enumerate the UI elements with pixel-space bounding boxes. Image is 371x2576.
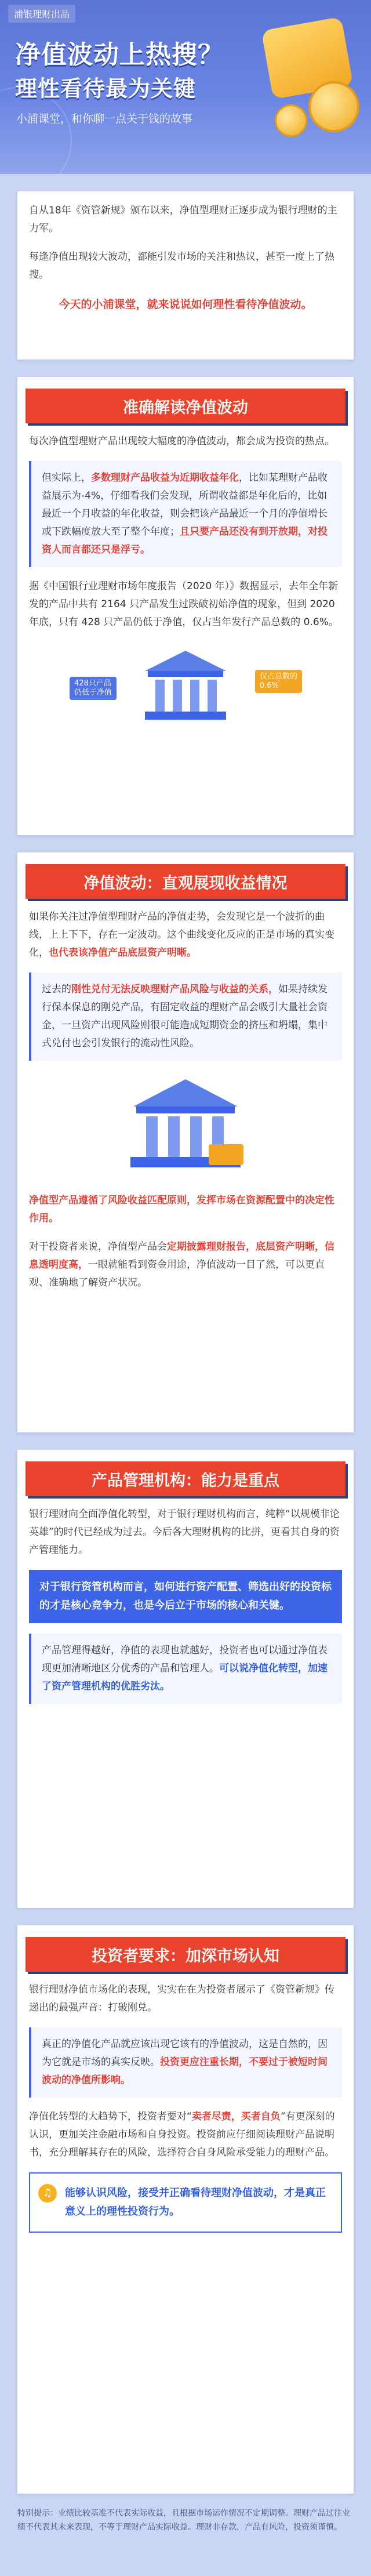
- quote-text: 过去的: [42, 984, 71, 995]
- section1-paragraph-1: 每次净值型理财产品出现较大幅度的净值波动，都会成为投资的热点。: [29, 436, 334, 447]
- quote-highlight: 刚性兑付无法反映理财产品风险与收益的关系，: [71, 984, 278, 995]
- quote-highlight: 多数理财产品收益为近期收益年化: [91, 472, 239, 484]
- section-heading-4: 投资者要求：加深市场认知: [26, 1937, 345, 1972]
- paragraph-text: ”有更深刻的认识，更加关注金融市场和自身投资。投资前应仔细阅读理财产品说明书，充分理解其存在的风险，选择符合自身风险承受能力的理财产品。: [29, 2111, 335, 2158]
- coin-icon: [308, 81, 359, 132]
- paragraph-text: 一眼就能看到资金用途，净值波动一目了然，可以更直观、准确地了解资产状况。: [29, 1259, 325, 1289]
- page-title-line1: 净值波动上热搜？: [15, 40, 224, 70]
- publisher-tag: 浦银理财出品: [8, 5, 75, 23]
- section-heading-1: 准确解读净值波动: [26, 389, 345, 423]
- section-card-3: [17, 1450, 354, 1908]
- page-subtitle: 小浦课堂，和你聊一点关于钱的故事: [16, 113, 193, 125]
- section-card-2: [17, 852, 354, 1432]
- quote-highlight: 投资更应注重长期，不要过于被短时间波动的净值所影响。: [42, 2056, 328, 2086]
- coin-small-icon: [275, 104, 307, 137]
- paragraph-text: 如果你关注过净值型理财产品的净值走势，会发现它是一个波折的曲线，上上下下，存在一定波动。这个曲线变化反应的正是市场的真实变化，: [29, 911, 334, 959]
- bell-icon: ♫: [38, 2184, 57, 2203]
- paragraph-text: 净值化转型的大趋势下，投资者要对“: [29, 2111, 192, 2123]
- quote-text: 产品管理得越好，净值的表现也就越好，投资者也可以通过净值表现更加清晰地区分优秀的产品和管理人。: [42, 1645, 328, 1674]
- section3-quote: [29, 1634, 342, 1704]
- quote-text: ，比如某理财产品收益展示为-4%，仔细看我们会发现，所谓收益都是年化后的，比如最近一个月收益的年化收益，则会把该产品最近一个月的净值增长或下跌幅度放大至了整个年度；: [42, 472, 328, 538]
- section4-quote: [29, 2027, 342, 2098]
- section1-paragraph-2: 据《中国银行业理财市场年度报告（2020 年）》数据显示，去年全年新发的产品中共有 2164 只产品发生过跌破初始净值的现象，但到 2020 年底，只有 428 只产品仍低于净值，仅占当年发行产品总数的 0.6%。: [29, 580, 339, 628]
- risk-disclaimer: 特别提示：业绩比较基准不代表实际收益，且根据市场运作情况不定期调整。理财产品过往业绩不代表其未来表现，不等于理财产品实际收益。理财非存款，产品有风险，投资须谨慎。: [17, 2509, 350, 2532]
- section4-paragraph-2: [29, 2108, 342, 2162]
- paragraph-highlight: 也代表该净值产品底层资产明晰。: [49, 947, 197, 959]
- page-title-line2: 理性看待最为关键: [15, 76, 197, 101]
- quote-highlight: 可以说净值化转型，加速了资产管理机构的优胜劣汰。: [42, 1663, 328, 1692]
- closing-callout: [29, 2172, 342, 2233]
- section2-paragraph-1: [29, 908, 342, 962]
- section-card-4: [17, 1925, 354, 2494]
- bank-illustration-1: [29, 642, 342, 729]
- quote-text: 如果持续发行保本保息的刚兑产品，有固定收益的理财产品会吸引大量社会资金，一旦资产出现风险则很可能造成短期资金的挤压和坍塌，集中式兑付也会引发银行的流动性风险。: [42, 984, 328, 1049]
- bank-building-icon: [139, 648, 232, 723]
- paragraph-highlight: 定期披露理财报告，底层资产明晰，信息透明度高，: [29, 1241, 334, 1271]
- bank-building-icon: [122, 1075, 249, 1179]
- section2-quote: [29, 973, 342, 1061]
- section4-paragraph-1: 银行理财净值市场化的表现，实实在在为投资者展示了《资管新规》传递出的最强声音：打破刚兑。: [29, 1984, 334, 2013]
- section3-key-box: 对于银行资管机构而言，如何进行资产配置、筛选出好的投资标的才是核心竞争力，也是今后立于市场的核心和关键。: [29, 1570, 342, 1623]
- quote-text: 真正的净值化产品就应该出现它该有的净值波动，这是自然的，因为它就是市场的真实反映。: [42, 2038, 328, 2068]
- section1-quote: [29, 461, 342, 567]
- closing-text: 能够认识风险，接受并正确看待理财净值波动，才是真正意义上的理性投资行为。: [65, 2187, 326, 2218]
- stat-pill-left: 428只产品 仍低于净值: [70, 677, 117, 700]
- quote-text: 但实际上，: [42, 472, 91, 484]
- section2-paragraph-3: 净值型产品遵循了风险收益匹配原则，发挥市场在资源配置中的决定性作用。: [29, 1195, 334, 1224]
- intro-paragraph-1: 自从18年《资管新规》颁布以来，净值型理财正逐步成为银行理财的主力军。: [29, 205, 337, 234]
- section3-paragraph-1: 银行理财向全面净值化转型，对于银行理财机构而言，纯粹“以规模非论英雄”的时代已经成为过去。今后各大理财机构的比拼，更看其自身的资产管理能力。: [29, 1508, 340, 1556]
- intro-card: [17, 191, 354, 360]
- quote-highlight: 且只要产品还没有到开放期，对投资人而言都还只是浮亏。: [42, 526, 328, 556]
- intro-paragraph-2: 每逢净值出现较大波动，都能引发市场的关注和热议，甚至一度上了热搜。: [29, 251, 334, 281]
- section-heading-3: 产品管理机构：能力是重点: [26, 1461, 345, 1496]
- section-heading-2: 净值波动：直观展现收益情况: [26, 864, 345, 899]
- paragraph-highlight: 卖者尽责，买者自负: [191, 2111, 281, 2123]
- paragraph-text: 对于投资者来说，净值型产品会: [29, 1241, 167, 1253]
- stat-pill-right: 仅占总数的 0.6%: [255, 670, 302, 693]
- hero-banner: [0, 0, 371, 174]
- bank-illustration-2: [29, 1071, 342, 1181]
- section2-paragraph-4: [29, 1238, 342, 1292]
- section-card-1: [17, 377, 354, 835]
- intro-highlight: 今天的小浦课堂，就来说说如何理性看待净值波动。: [59, 298, 312, 311]
